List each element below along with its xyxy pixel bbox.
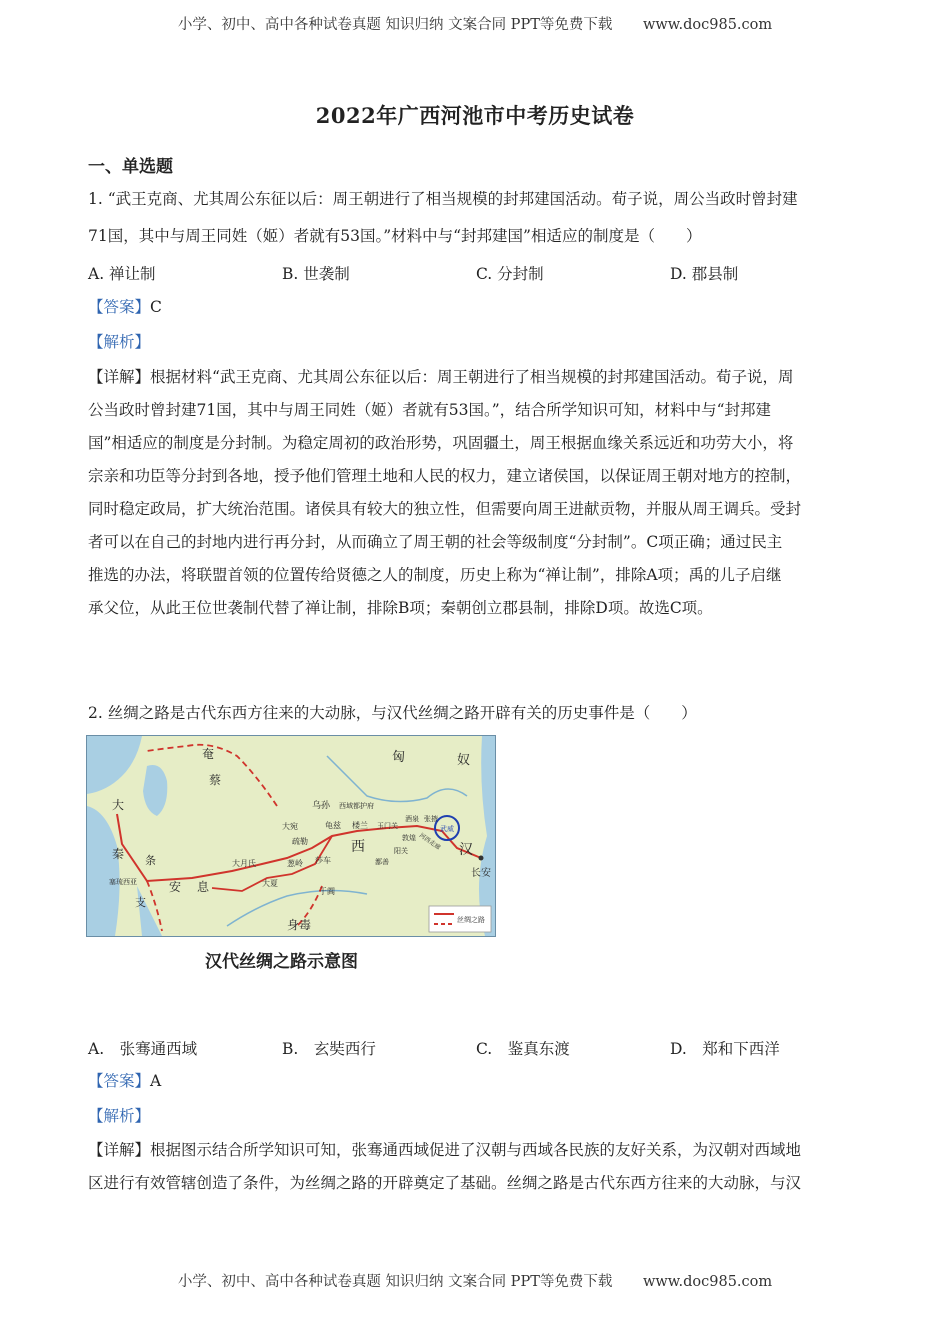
- map-label: 张掖: [424, 815, 438, 823]
- map-label: 酒泉: [405, 815, 419, 823]
- changan-dot: [479, 856, 484, 861]
- legend-label: 丝绸之路: [457, 916, 485, 924]
- q1-options: [88, 262, 868, 292]
- footer-text: 小学、初中、高中各种试卷真题 知识归纳 文案合同 PPT等免费下载: [177, 1274, 613, 1290]
- detail-line: 区进行有效管辖创造了条件，为丝绸之路的开辟奠定了基础。丝绸之路是古代东西方往来的大动脉，与汉: [88, 1174, 802, 1192]
- header-site[interactable]: www.doc985.com: [642, 17, 773, 33]
- detail-line: 者可以在自己的封地内进行再分封，从而确立了周王朝的社会等级制度“分封制”。C项正确；通过民主: [88, 533, 783, 551]
- page-title: 2022年广西河池市中考历史试卷: [315, 103, 635, 128]
- q2-answer: [88, 1065, 860, 1098]
- map-label: 身毒: [287, 918, 312, 932]
- map-label: 匈: [392, 750, 406, 765]
- q1-option-b: B. 世袭制: [282, 265, 350, 283]
- q1-option-c: C. 分封制: [476, 265, 544, 283]
- page-footer: [0, 1270, 950, 1291]
- map-label: 安: [169, 880, 182, 894]
- map-label: 乌孙: [312, 801, 331, 811]
- map-label: 大夏: [262, 879, 278, 888]
- map-svg: [87, 736, 495, 936]
- detail-tag: 【详解】: [88, 1141, 151, 1159]
- map-label: 塞琉西亚: [109, 878, 137, 886]
- answer-tag: 【答案】: [88, 298, 151, 316]
- footer-site[interactable]: www.doc985.com: [642, 1274, 773, 1290]
- analysis-tag: 【解析】: [88, 333, 151, 351]
- map-label: 蔡: [209, 773, 222, 787]
- map-label: 西: [351, 839, 365, 855]
- answer-value: A: [150, 1072, 162, 1090]
- map-label: 大月氏: [232, 859, 256, 868]
- map-label: 莎车: [315, 856, 331, 865]
- detail-tag: 【详解】: [88, 368, 151, 386]
- map-label: 汉: [459, 842, 473, 858]
- map-label: 鄯善: [375, 858, 389, 866]
- page-header: [0, 13, 950, 34]
- map-label: 河西走廊: [417, 831, 442, 852]
- map-label: 长安: [471, 868, 491, 879]
- q1-detail: [88, 361, 860, 625]
- q1-option-a: A. 禅让制: [88, 265, 156, 283]
- map-caption: 汉代丝绸之路示意图: [205, 952, 358, 972]
- map-label: 葱岭: [287, 859, 303, 868]
- detail-line: 承父位，从此王位世袭制代替了禅让制，排除B项；秦朝创立郡县制，排除D项。故选C项。: [88, 599, 713, 617]
- map-label: 西域都护府: [339, 802, 374, 810]
- map-label: 奄: [202, 747, 215, 761]
- map-label: 支: [135, 896, 146, 909]
- map-label: 息: [197, 880, 210, 894]
- detail-line: 公当政时曾封建71国，其中与周王同姓（姬）者就有53国。”，结合所学知识可知，材料中与“封邦建: [88, 401, 772, 419]
- detail-line: 同时稳定政局，扩大统治范围。诸侯具有较大的独立性，但需要向周王进献贡物，并服从周王调兵。受封: [88, 500, 802, 518]
- map-label: 条: [145, 854, 156, 867]
- q1-option-d: D. 郡县制: [670, 265, 739, 283]
- answer-value: C: [150, 298, 162, 316]
- map-label: 奴: [457, 753, 471, 768]
- map-legend: [429, 906, 491, 932]
- map-label: 武威: [440, 825, 454, 833]
- q2-analysis-tag: [88, 1100, 860, 1133]
- q1-analysis-tag: [88, 326, 860, 359]
- map-label: 玉门关: [377, 822, 398, 830]
- header-text: 小学、初中、高中各种试卷真题 知识归纳 文案合同 PPT等免费下载: [177, 17, 613, 33]
- map-label: 秦: [112, 847, 125, 861]
- silk-road-map: [86, 735, 496, 937]
- answer-tag: 【答案】: [88, 1072, 151, 1090]
- section-heading: 一、单选题: [88, 157, 173, 177]
- detail-line: 推选的办法，将联盟首领的位置传给贤德之人的制度，历史上称为“禅让制”，排除A项；禹的儿子启继: [88, 566, 782, 584]
- q2-option-a: A. 张骞通西域: [88, 1040, 198, 1058]
- q2-stem: 2. 丝绸之路是古代东西方往来的大动脉，与汉代丝绸之路开辟有关的历史事件是（ ）: [88, 704, 697, 722]
- map-label: 敦煌: [402, 834, 416, 842]
- q2-option-b: B. 玄奘西行: [282, 1040, 376, 1058]
- detail-line: 【详解】根据材料“武王克商、尤其周公东征以后：周王朝进行了相当规模的封邦建国活动。荀子说，周: [88, 368, 794, 386]
- q1-stem-line2: 71国，其中与周王同姓（姬）者就有53国。”材料中与“封邦建国”相适应的制度是（ ）: [88, 227, 702, 245]
- analysis-tag: 【解析】: [88, 1107, 151, 1125]
- map-label: 于阗: [319, 887, 335, 896]
- map-label: 大: [112, 798, 125, 812]
- q1-answer: [88, 291, 860, 324]
- q2-detail: [88, 1134, 860, 1200]
- q2-option-d: D. 郑和下西洋: [670, 1040, 780, 1058]
- map-label: 疏勒: [292, 837, 308, 846]
- q1-stem-line1: 1. “武王克商、尤其周公东征以后：周王朝进行了相当规模的封邦建国活动。荀子说，周公当政时曾封建: [88, 190, 798, 208]
- detail-line: 国”相适应的制度是分封制。为稳定周初的政治形势，巩固疆土，周王根据血缘关系远近和功劳大小，将: [88, 434, 794, 452]
- q2-option-c: C. 鉴真东渡: [476, 1040, 570, 1058]
- map-label: 大宛: [282, 822, 298, 831]
- map-label: 龟兹: [325, 821, 341, 830]
- map-label: 楼兰: [352, 821, 368, 830]
- detail-line: 宗亲和功臣等分封到各地，授予他们管理土地和人民的权力，建立诸侯国，以保证周王朝对地方的控制，: [88, 467, 802, 485]
- detail-line: 【详解】根据图示结合所学知识可知，张骞通西域促进了汉朝与西域各民族的友好关系，为汉朝对西域地: [88, 1141, 802, 1159]
- map-label: 阳关: [394, 847, 408, 855]
- q2-options: [88, 1037, 868, 1067]
